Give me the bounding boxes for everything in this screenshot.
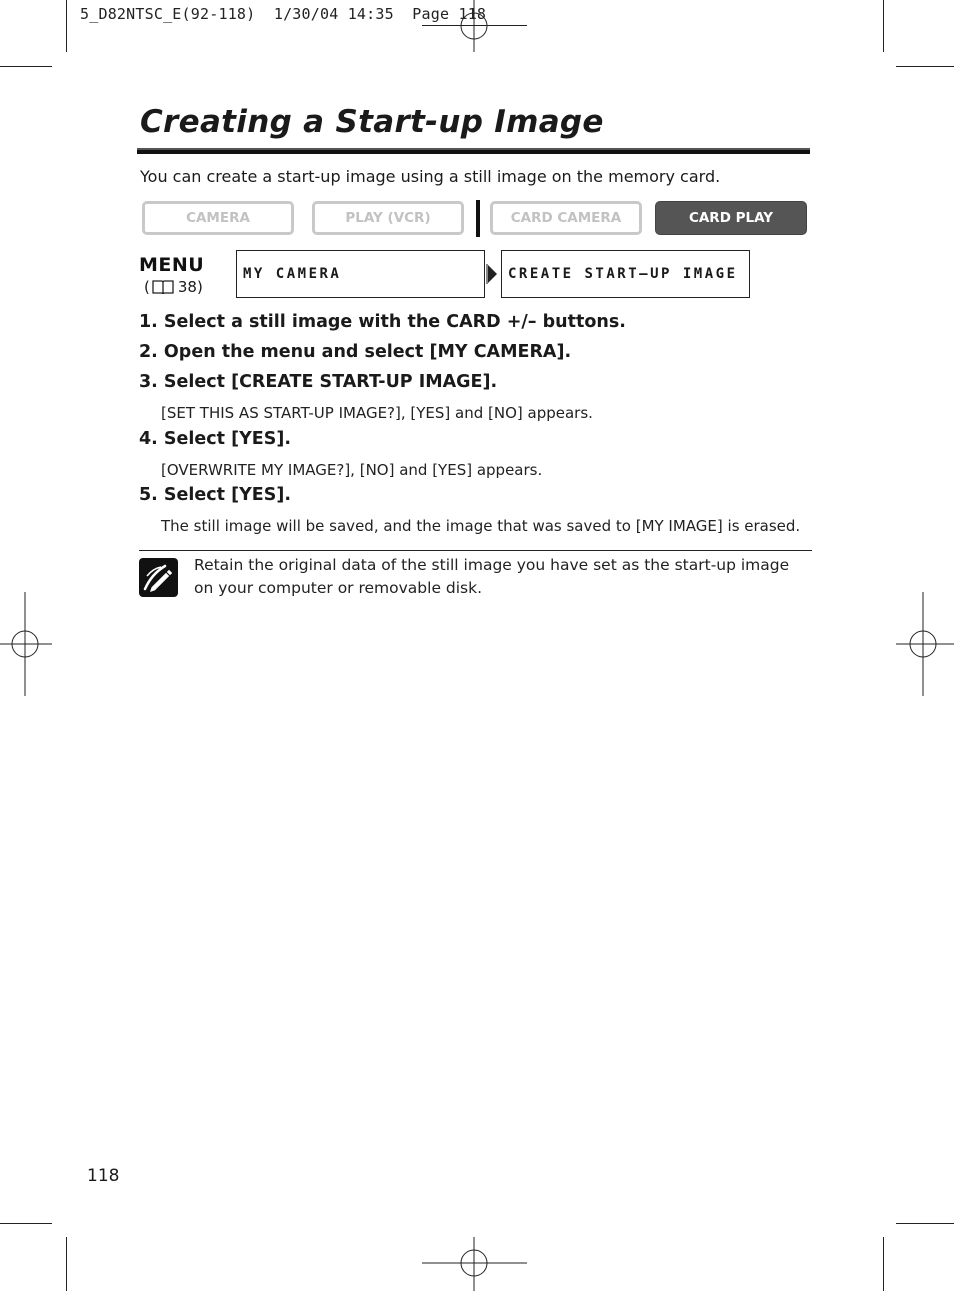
crop-mark-bottom-right-h <box>896 1223 954 1224</box>
menu-page-reference <box>144 278 203 296</box>
page-number: 118 <box>87 1166 120 1186</box>
page-title: Creating a Start-up Image <box>140 104 604 140</box>
intro-text: You can create a start-up image using a still image on the memory card. <box>140 167 721 186</box>
crop-mark-top-right-v <box>883 0 884 52</box>
print-slug: 5_D82NTSC_E(92-118) 1/30/04 14:35 Page 118 <box>80 5 487 23</box>
registration-mark-left-icon <box>0 592 52 696</box>
registration-mark-right-icon <box>896 592 954 696</box>
menu-ref-open: ( <box>144 278 150 296</box>
registration-mark-bottom-icon <box>422 1237 527 1291</box>
menu-ref-page: 38) <box>177 278 203 296</box>
step-1: 1. Select a still image with the CARD +/– buttons. <box>139 312 626 332</box>
note-divider <box>139 550 812 551</box>
crop-mark-bottom-left-h <box>0 1223 52 1224</box>
pencil-note-icon <box>139 558 178 597</box>
step-2: 2. Open the menu and select [MY CAMERA]. <box>139 342 572 362</box>
mode-divider <box>476 200 480 237</box>
mode-play-vcr: PLAY (VCR) <box>312 201 464 235</box>
crop-mark-top-right-h <box>896 66 954 67</box>
step-4: 4. Select [YES]. <box>139 429 291 449</box>
step-3-detail: [SET THIS AS START-UP IMAGE?], [YES] and [NO] appears. <box>161 404 593 422</box>
step-5-detail: The still image will be saved, and the image that was saved to [MY IMAGE] is erased. <box>161 517 801 535</box>
mode-card-camera: CARD CAMERA <box>490 201 642 235</box>
crop-mark-top-left-h <box>0 66 52 67</box>
book-icon <box>152 280 174 294</box>
crop-mark-bottom-right-v <box>883 1237 884 1291</box>
registration-mark-top-icon <box>448 0 500 52</box>
crop-mark-top-left-v <box>66 0 67 52</box>
title-underline <box>137 148 810 154</box>
mode-card-play: CARD PLAY <box>655 201 807 235</box>
menu-box-create-start-up-image: CREATE START–UP IMAGE <box>501 250 750 298</box>
mode-camera: CAMERA <box>142 201 294 235</box>
step-4-detail: [OVERWRITE MY IMAGE?], [NO] and [YES] appears. <box>161 461 543 479</box>
step-3: 3. Select [CREATE START-UP IMAGE]. <box>139 372 498 392</box>
menu-box-my-camera: MY CAMERA <box>236 250 485 298</box>
step-5: 5. Select [YES]. <box>139 485 291 505</box>
arrow-right-icon <box>485 262 499 286</box>
crop-mark-bottom-left-v <box>66 1237 67 1291</box>
note-text: Retain the original data of the still image you have set as the start-up image on your computer or removable disk. <box>194 556 790 597</box>
menu-label: MENU <box>139 254 205 276</box>
